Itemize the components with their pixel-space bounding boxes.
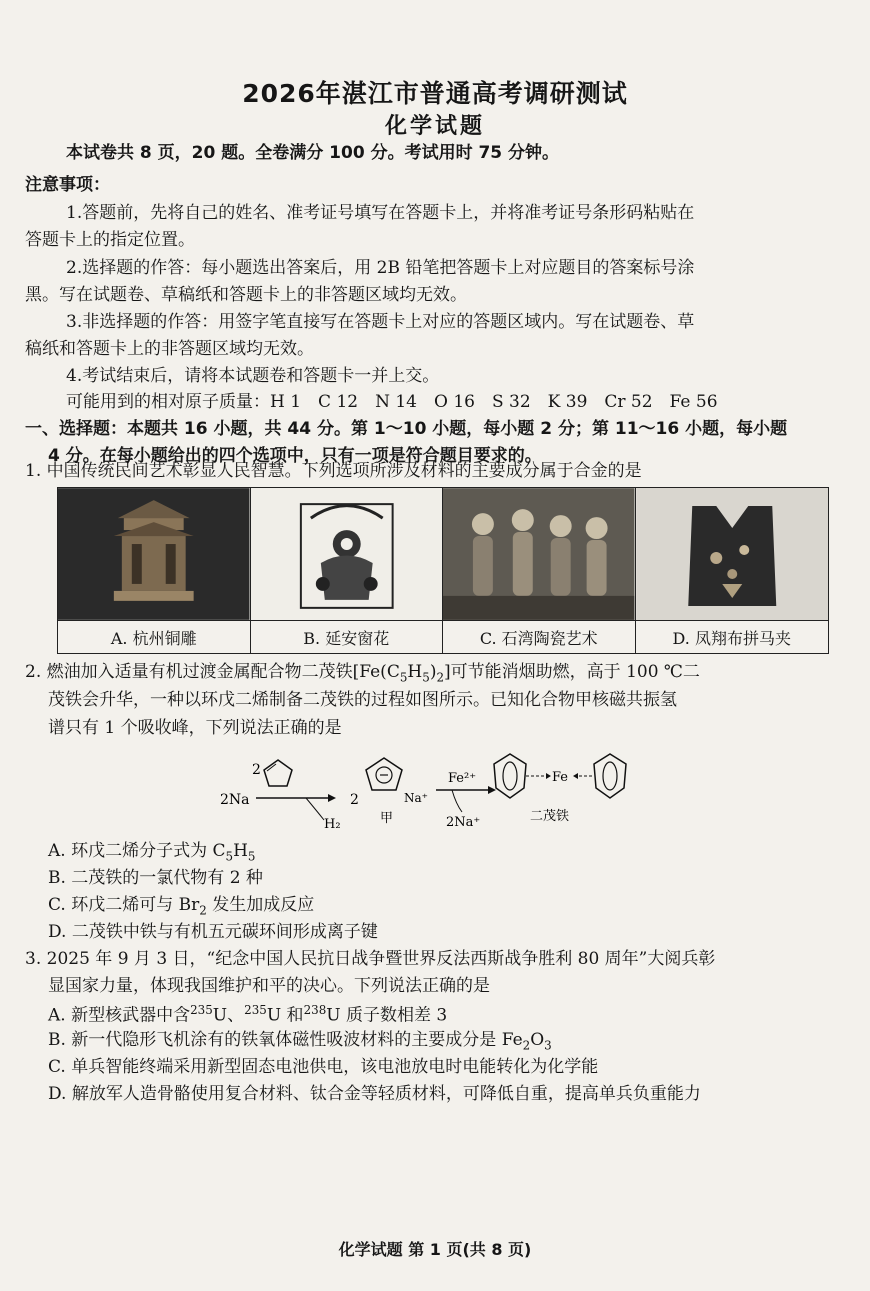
coef-2: 2 [350,792,359,808]
note-2b: 黑。写在试题卷、草稿纸和答题卡上的非答题区域均无效。 [25,285,467,305]
product-ferrocene: 二茂铁 [530,809,570,824]
q2-option-b: B. 二茂铁的一氯代物有 2 种 [48,868,263,888]
q2-option-c: C. 环戊二烯可与 $Br_2$ 发生加成反应 [48,895,315,918]
q2-option-d: D. 二茂铁中铁与有机五元碳环间形成离子键 [48,922,378,942]
section1-line2: 4 分。在每小题给出的四个选项中，只有一项是符合题目要求的。 [48,446,542,466]
cyclopentadiene-ring [264,760,292,786]
q2-option-a: A. 环戊二烯分子式为 $C_5H_5$ [48,841,256,864]
q1-image-d-patchwork-vest [636,488,829,620]
page-footer: 化学试题 第 1 页(共 8 页) [338,1240,532,1259]
q3-stem-line1: 3. 2025 年 9 月 3 日，“纪念中国人民抗日战争暨世界反法西斯战争胜利 80 周年”大阅兵彰 [25,949,716,969]
byproduct-h2: H₂ [324,817,341,830]
notes-heading: 注意事项： [25,175,110,195]
q3-option-c: C. 单兵智能终端采用新型固态电池供电，该电池放电时电能转化为化学能 [48,1057,599,1077]
q3-option-a: A. 新型核武器中含$^{235}$U、$^{235}$U 和$^{238}$U 质子数相差 3 [48,1003,448,1026]
q2-stem-line1: 2. 燃油加入适量有机过渡金属配合物二茂铁$[Fe(C_5H_5)_2]$可节能消烟助燃，高于 100 ℃二 [25,662,700,685]
cyclopentadienyl-anion-ring [366,758,402,790]
note-4: 4.考试结束后，请将本试题卷和答题卡一并上交。 [66,366,440,386]
ion-na: Na⁺ [404,791,428,805]
note-3a: 3.非选择题的作答：用签字笔直接写在答题卡上对应的答题区域内。写在试题卷、草 [66,312,695,332]
q1-stem: 1. 中国传统民间艺术彰显人民智慧。下列选项所涉及材料的主要成分属于合金的是 [25,461,642,481]
label-jia: 甲 [380,811,394,826]
q2-stem-line3: 谱只有 1 个吸收峰，下列说法正确的是 [48,718,342,738]
q1-option-d: D. 凤翔布拼马夹 [636,620,829,653]
q1-options-table [57,487,829,654]
reagent-fe2: Fe²⁺ [448,771,477,786]
coef-1: 2 [252,762,261,778]
q1-option-b: B. 延安窗花 [251,620,444,653]
reagent-2na: 2Na [220,792,250,808]
q3-stem-line2: 显国家力量，体现我国维护和平的决心。下列说法正确的是 [48,976,490,996]
fe-center: Fe [552,770,569,785]
ring-left [494,754,526,798]
exam-title: 2026年湛江市普通高考调研测试 [242,79,628,108]
q2-stem-line2: 茂铁会升华，一种以环戊二烯制备二茂铁的过程如图所示。已知化合物甲核磁共振氢 [48,690,677,710]
byproduct-2na: 2Na⁺ [446,815,481,830]
section1-line1: 一、选择题：本题共 16 小题，共 44 分。第 1～10 小题，每小题 2 分；第 11～16 小题，每小题 [25,419,788,439]
exam-info: 本试卷共 8 页，20 题。全卷满分 100 分。考试用时 75 分钟。 [66,143,560,163]
exam-subtitle: 化学试题 [384,114,485,139]
q1-image-a-copper-carving [58,488,251,620]
note-3b: 稿纸和答题卡上的非答题区域均无效。 [25,339,314,359]
ring-right [594,754,626,798]
note-1a: 1.答题前，先将自己的姓名、准考证号填写在答题卡上，并将准考证号条形码粘贴在 [66,203,695,223]
q3-option-b: B. 新一代隐形飞机涂有的铁氧体磁性吸波材料的主要成分是 $Fe_2O_3$ [48,1030,552,1053]
q1-option-c: C. 石湾陶瓷艺术 [443,620,636,653]
ferrocene-synthesis-diagram [220,750,660,830]
note-1b: 答题卡上的指定位置。 [25,230,195,250]
q1-image-c-ceramic-figures [443,488,636,620]
q3-option-d: D. 解放军人造骨骼使用复合材料、钛合金等轻质材料，可降低自重，提高单兵负重能力 [48,1084,701,1104]
atomic-masses: 可能用到的相对原子质量：H 1 C 12 N 14 O 16 S 32 K 39 Cr 52 Fe 56 [66,392,718,412]
q1-image-b-paper-cut [251,488,444,620]
note-2a: 2.选择题的作答：每小题选出答案后，用 2B 铅笔把答题卡上对应题目的答案标号涂 [66,258,695,278]
q1-option-a: A. 杭州铜雕 [58,620,251,653]
